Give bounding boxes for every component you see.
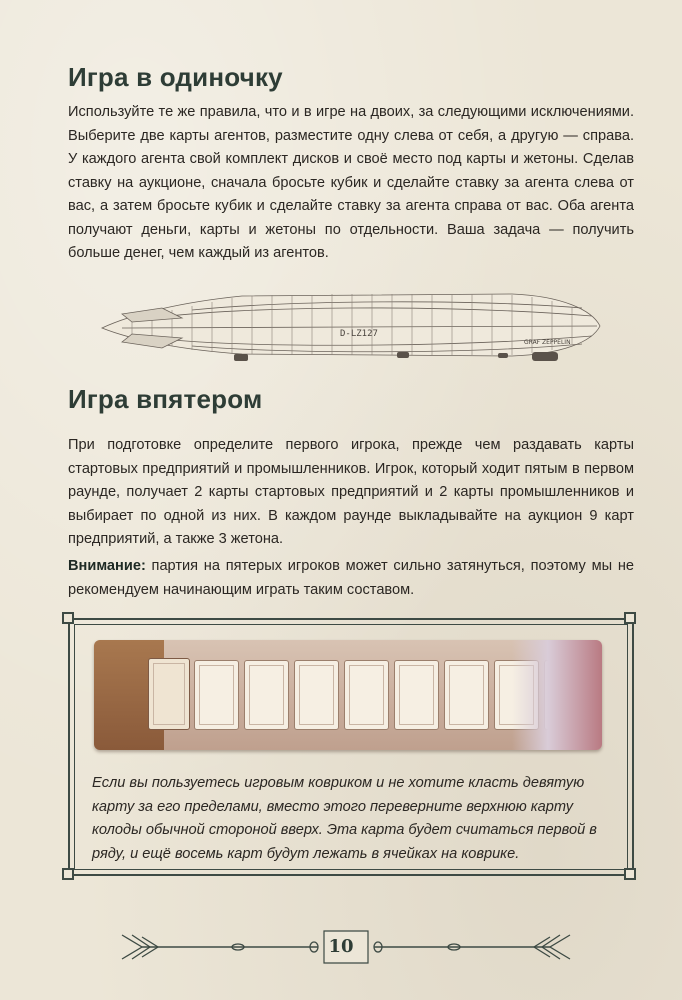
zeppelin-name: GRAF ZEPPELIN	[524, 339, 571, 346]
mat-card-slot	[194, 660, 239, 730]
zeppelin-registration: D-LZ127	[340, 329, 378, 339]
frame-corner-tr	[624, 612, 636, 624]
section-text-five-players: При подготовке определите первого игрока, прежде чем раздавать карты стартовых предприятий и промышленников. Игрок, который ходит пятым в первом раунде, получает 2 карты стартовых предприятий и 2 карты промышленников и выбирает по одной из них. В каждом раунде выкладывайте на аукцион 9 карт предприятий, а также 3 жетона.	[68, 437, 634, 547]
game-mat-right-art	[512, 640, 602, 750]
section-title-solo: Игра в одиночку	[68, 62, 283, 92]
mat-card-slot	[444, 660, 489, 730]
frame-corner-bl	[62, 868, 74, 880]
mat-card-slot	[294, 660, 339, 730]
warning-text: партия на пятерых игроков может сильно затянуться, поэтому мы не рекомендуем начинающим играть таким составом.	[68, 558, 634, 598]
info-box-caption: Если вы пользуетесь игровым ковриком и не хотите класть девятую карту за его пределами, вместо этого переверните верхнюю карту колоды обычной стороной вверх. Эта карта будет считаться первой в ряду, и ещё восемь карт будут лежать в ячейках на коврике.	[92, 775, 597, 862]
warning-label: Внимание:	[68, 558, 146, 574]
mat-card-slot	[244, 660, 289, 730]
mat-card-slot	[344, 660, 389, 730]
frame-corner-tl	[62, 612, 74, 624]
page-number: 10	[328, 936, 354, 957]
mat-card-slot	[394, 660, 439, 730]
game-mat-illustration	[94, 640, 602, 750]
deck-top-card	[148, 658, 190, 730]
section-title-five-players: Игра впятером	[68, 384, 263, 414]
section-text-solo: Используйте те же правила, что и в игре на двоих, за следующими исключениями. Выберите две карты агентов, разместите одну слева от себя, а другую — справа. У каждого агента свой комплект дисков и своё место под карты и жетоны. Сделав ставку на аукционе, сначала бросьте кубик и сделайте ставку за агента слева от вас, а затем бросьте кубик и сделайте ставку за агента справа от вас. Оба агента получают деньги, карты и жетоны по отдельности. Ваша задача — получить больше денег, чем каждый из агентов.	[68, 104, 634, 261]
frame-corner-br	[624, 868, 636, 880]
zeppelin-illustration	[92, 284, 602, 372]
warning-paragraph	[68, 555, 634, 602]
